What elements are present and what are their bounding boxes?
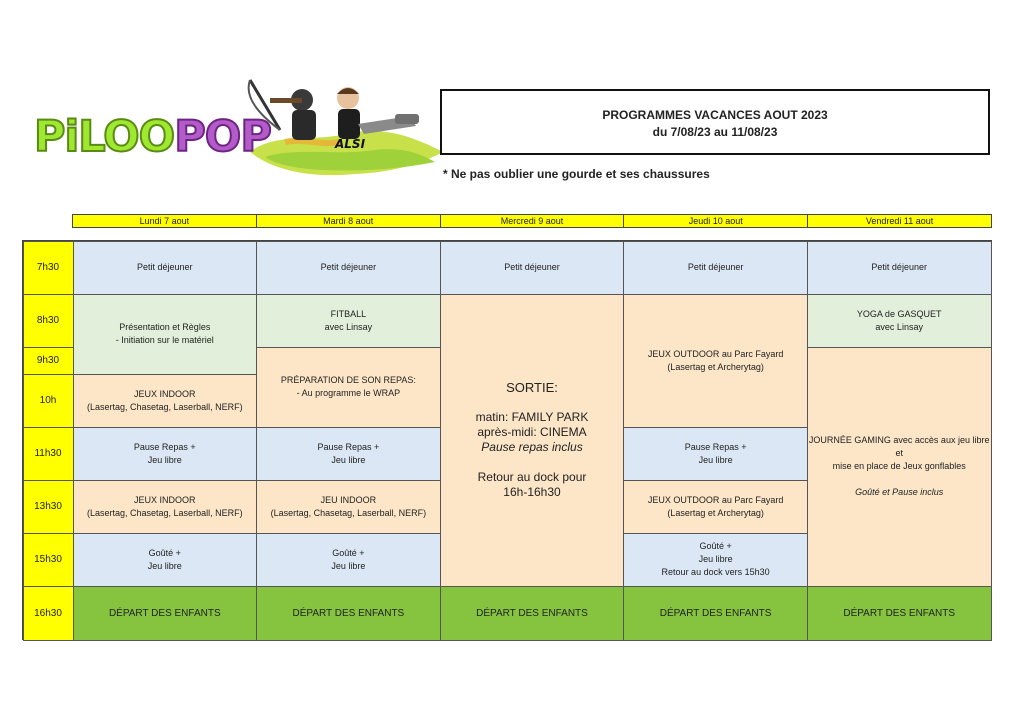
outing-lunch-note: Pause repas inclus bbox=[481, 440, 583, 454]
activity-fitball bbox=[256, 294, 441, 348]
activity-outing bbox=[440, 294, 625, 587]
activity-line: - Initiation sur le matériel bbox=[115, 335, 214, 345]
logo-wordmark bbox=[34, 112, 271, 162]
activity-line: JEUX OUTDOOR au Parc Fayard bbox=[647, 494, 784, 505]
activity-snack bbox=[623, 533, 808, 587]
activity-line: (Lasertag et Archerytag) bbox=[667, 507, 764, 518]
activity-line: Jeu libre bbox=[147, 454, 182, 465]
activity-line: JEUX INDOOR bbox=[134, 494, 196, 505]
activity-line: (Lasertag et Archerytag) bbox=[667, 361, 764, 372]
activity-breakfast: Petit déjeuner bbox=[73, 241, 258, 295]
schedule-grid bbox=[22, 240, 992, 640]
time-label: 16h30 bbox=[23, 586, 74, 641]
piloopop-logo bbox=[30, 72, 440, 184]
activity-departure: DÉPART DES ENFANTS bbox=[807, 586, 992, 641]
title-box bbox=[440, 89, 990, 155]
activity-line: avec Linsay bbox=[324, 321, 373, 332]
activity-departure: DÉPART DES ENFANTS bbox=[440, 586, 625, 641]
day-header-friday: Vendredi 11 aout bbox=[807, 214, 992, 228]
activity-indoor-game bbox=[256, 480, 441, 534]
activity-line: Présentation et Règles bbox=[119, 322, 211, 332]
outing-return: Retour au dock pour bbox=[477, 470, 587, 484]
day-header-wednesday: Mercredi 9 aout bbox=[440, 214, 625, 228]
activity-line: Jeu libre bbox=[331, 560, 366, 571]
activity-line: JEU INDOOR bbox=[320, 494, 377, 505]
activity-gaming-day bbox=[807, 347, 992, 587]
logo-part-pop: POP bbox=[174, 112, 271, 162]
activity-line: mise en place de Jeux gonflables bbox=[832, 461, 966, 471]
activity-line: Pause Repas + bbox=[317, 441, 380, 452]
outing-morning: matin: FAMILY PARK bbox=[475, 410, 589, 424]
activity-line: JEUX OUTDOOR au Parc Fayard bbox=[647, 348, 784, 359]
day-header-thursday: Jeudi 10 aout bbox=[623, 214, 808, 228]
activity-line: Pause Repas + bbox=[133, 441, 196, 452]
activity-line: JOURNÉE GAMING avec accès aux jeu libre et bbox=[808, 435, 990, 458]
activity-presentation bbox=[73, 294, 258, 375]
activity-line: FITBALL bbox=[330, 308, 367, 319]
activity-breakfast: Petit déjeuner bbox=[807, 241, 992, 295]
activity-lunch-break bbox=[623, 427, 808, 481]
activity-lunch-break bbox=[256, 427, 441, 481]
activity-breakfast: Petit déjeuner bbox=[440, 241, 625, 295]
activity-line: (Lasertag, Chasetag, Laserball, NERF) bbox=[270, 507, 427, 518]
activity-line: - Au programme le WRAP bbox=[296, 388, 401, 398]
outing-afternoon: après-midi: CINEMA bbox=[477, 425, 587, 439]
activity-line: Goûté et Pause inclus bbox=[855, 487, 944, 497]
partner-logo-text: ALSI bbox=[335, 137, 366, 151]
activity-lunch-break bbox=[73, 427, 258, 481]
outing-title: SORTIE: bbox=[506, 380, 558, 395]
activity-line: Jeu libre bbox=[698, 554, 733, 564]
activity-snack bbox=[73, 533, 258, 587]
outing-return-time: 16h-16h30 bbox=[503, 485, 561, 499]
time-label: 11h30 bbox=[23, 427, 74, 481]
activity-line: JEUX INDOOR bbox=[134, 388, 196, 399]
program-title: PROGRAMMES VACANCES AOUT 2023 bbox=[602, 108, 828, 122]
time-label: 13h30 bbox=[23, 480, 74, 534]
activity-line: Goûté + bbox=[699, 541, 732, 551]
activity-line: (Lasertag, Chasetag, Laserball, NERF) bbox=[87, 507, 243, 518]
activity-line: Jeu libre bbox=[698, 454, 733, 465]
activity-line: Goûté + bbox=[148, 547, 181, 558]
day-header-monday: Lundi 7 aout bbox=[72, 214, 257, 228]
program-dates: du 7/08/23 au 11/08/23 bbox=[652, 125, 778, 139]
activity-yoga bbox=[807, 294, 992, 348]
activity-line: Goûté + bbox=[332, 547, 365, 558]
activity-indoor-games bbox=[73, 374, 258, 428]
time-label: 9h30 bbox=[23, 347, 74, 375]
activity-breakfast: Petit déjeuner bbox=[623, 241, 808, 295]
activity-departure: DÉPART DES ENFANTS bbox=[623, 586, 808, 641]
activity-line: YOGA de GASQUET bbox=[856, 308, 942, 319]
logo-part-loo: LOO bbox=[78, 112, 175, 162]
activity-outdoor-games bbox=[623, 480, 808, 534]
day-header-tuesday: Mardi 8 aout bbox=[256, 214, 441, 228]
activity-indoor-games bbox=[73, 480, 258, 534]
activity-departure: DÉPART DES ENFANTS bbox=[73, 586, 258, 641]
logo-part-pi: Pi bbox=[34, 112, 79, 162]
activity-line: Jeu libre bbox=[331, 454, 366, 465]
activity-line: PRÉPARATION DE SON REPAS: bbox=[280, 375, 416, 385]
day-header-row bbox=[72, 214, 992, 228]
time-label: 15h30 bbox=[23, 533, 74, 587]
activity-snack bbox=[256, 533, 441, 587]
activity-departure: DÉPART DES ENFANTS bbox=[256, 586, 441, 641]
reminder-note: * Ne pas oublier une gourde et ses chaussures bbox=[443, 167, 710, 181]
activity-line: Retour au dock vers 15h30 bbox=[661, 567, 770, 577]
activity-meal-prep bbox=[256, 347, 441, 428]
time-label: 8h30 bbox=[23, 294, 74, 348]
activity-breakfast: Petit déjeuner bbox=[256, 241, 441, 295]
activity-line: (Lasertag, Chasetag, Laserball, NERF) bbox=[87, 401, 243, 412]
activity-line: Pause Repas + bbox=[684, 441, 747, 452]
time-label: 10h bbox=[23, 374, 74, 428]
time-label: 7h30 bbox=[23, 241, 74, 295]
activity-outdoor-games bbox=[623, 294, 808, 428]
activity-line: avec Linsay bbox=[875, 321, 923, 332]
activity-line: Jeu libre bbox=[147, 560, 182, 571]
